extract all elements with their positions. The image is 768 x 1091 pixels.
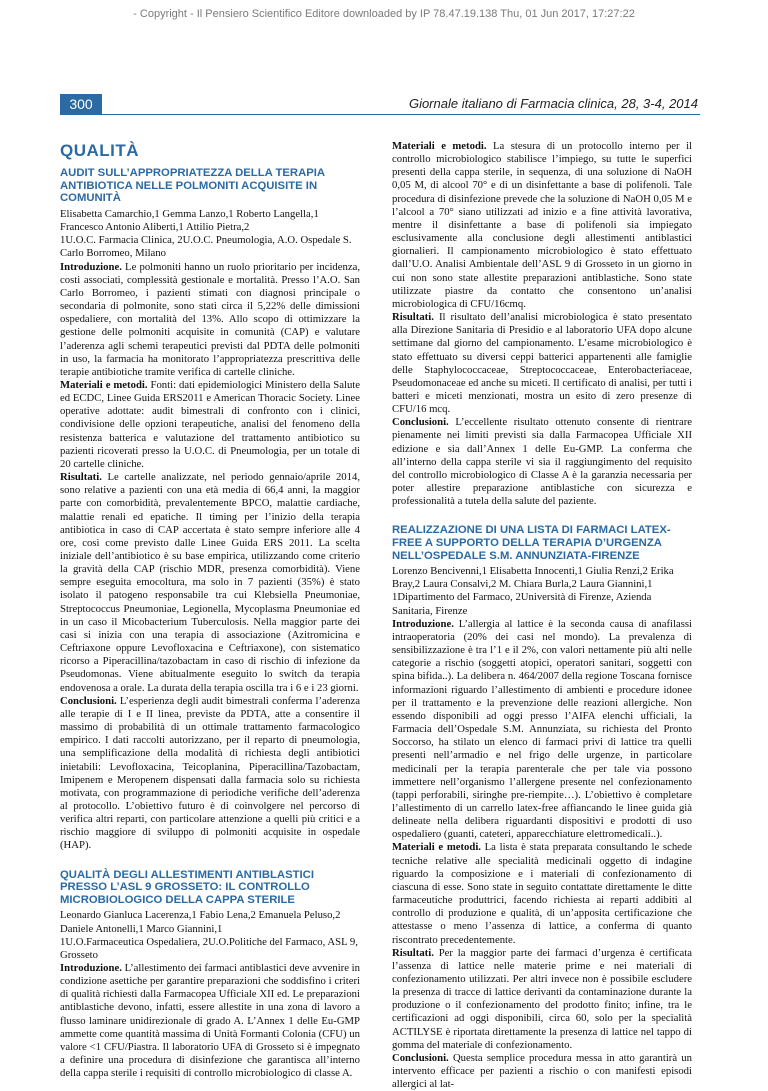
section-title: QUALITÀ bbox=[60, 141, 140, 160]
article-2 bbox=[60, 869, 360, 1081]
article-1-affiliations: 1U.O.C. Farmacia Clinica, 2U.O.C. Pneumologia, A.O. Ospedale S. Carlo Borromeo, Milano bbox=[60, 234, 352, 260]
article-3-title: REALIZZAZIONE DI UNA LISTA DI FARMACI LATEX-FREE A SUPPORTO DELLA TERAPIA D’URGENZA NELL’OSPEDALE S.M. ANNUNZIATA-FIRENZE bbox=[392, 524, 671, 562]
article-1-conclusions: Conclusioni. L’esperienza degli audit bimestrali conferma l’aderenza alle terapie di I e II linea, previste da PDTA, atte a consentire il massimo di probabilità di un ottimale trattamento farmacologico empirico. I dati raccolti autorizzano, per il reparto di pneumologia, una semplificazione della modalità di richiesta degli antibiotici inietabili: Levofloxacina, Teicoplanina, Piperacillina/Tazobactam, Imipenem e Meropenem dispensati dalla farmacia solo su richiesta motivata, con programmazione di periodiche verifiche dell’aderenza al protocollo. L’obiettivo futuro è di coinvolgere nel percorso di verifica altri reparti, con particolare attenzione a quelli più critici e a rischio maggiore di sviluppo di polmoniti acquisite in ospedale (HAP). bbox=[60, 694, 360, 852]
article-2-methods: Materiali e metodi. La stesura di un protocollo interno per il controllo microbiologico stabilisce l’impiego, su tutte le superfici presenti della cappa sterile, in sequenza, di una soluzione di NaOH 0,05 M, di alcool 70° e di un disinfettante a base di polifenoli. Tale procedura di disinfezione prevede che la soluzione di NaOH 0,05 M e l’alcool a 70° siano utilizzati ad inizio e a fine attività lavorativa, mentre il disinfettante a base di polifenoli sia impiegato esclusivamente alla conclusione degli allestimenti antiblastici giornalieri. Il campionamento microbiologico è stato effettuato dall’U.O. Analisi Ambientale dell’ASL 9 di Grosseto in un giorno in cui non sono state allestite preparazioni antiblastiche. Sono state utilizzate piastre da contatto che consentono un’analisi microbiologica di CFU/16cmq. bbox=[392, 140, 693, 310]
copyright-watermark: - Copyright - Il Pensiero Scientifico Editore downloaded by IP 78.47.19.138 Thu, 01 Jun 2017, 17:27:22 bbox=[133, 8, 635, 20]
article-3-methods: Materiali e metodi. La lista è stata preparata consultando le schede tecniche relative alle specialità medicinali oggetto di indagine riguardo la composizione e i materiali di confezionamento di ciascuna di esse. Sono state in seguito contattate direttamente le ditte farmaceutiche produttrici, facendo richiesta ai reparti addibiti al controllo di produzione e qualità, di un’apposita certificazione che attestasse o meno l’assenza di lattice, a conferma di quanto riscontrato precedentemente. bbox=[392, 841, 693, 946]
article-1-title: AUDIT SULL’APPROPRIATEZZA DELLA TERAPIA ANTIBIOTICA NELLE POLMONITI ACQUISITE IN COMUNITÀ bbox=[60, 167, 325, 205]
article-2-affiliations: 1U.O.Farmaceutica Ospedaliera, 2U.O.Politiche del Farmaco, ASL 9, Grosseto bbox=[60, 935, 358, 961]
article-2-authors: Leonardo Gianluca Lacerenza,1 Fabio Lena,2 Emanuela Peluso,2 Daniele Antonelli,1 Marco Giannini,1 bbox=[60, 909, 341, 935]
article-1 bbox=[60, 167, 360, 852]
article-3-authors: Lorenzo Bencivenni,1 Elisabetta Innocenti,1 Giulia Renzi,2 Erika Bray,2 Laura Consalvi,2 M. Chiara Burla,2 Laura Giannini,1 bbox=[392, 565, 674, 591]
article-3-results: Risultati. Per la maggior parte dei farmaci d’urgenza è certificata l’assenza di lattice nelle materie prime e nei materiali di confezionamento utilizzati. Per altri invece non è possibile escludere la presenza di tracce di lattice derivanti da contaminazione durante la produzione o il confezionamento del prodotto finito; infine, tra le certificazioni ad oggi disponibili, circa 60, solo per la specialità ACTILYSE è riportata direttamente la presenza di lattice nel tappo di gomma del materiale di confezionamento. bbox=[392, 946, 692, 1051]
article-3-affiliations: 1Dipartimento del Farmaco, 2Università di Firenze, Azienda Sanitaria, Firenze bbox=[392, 591, 652, 617]
article-2-introduction: Introduzione. L’allestimento dei farmaci antiblastici deve avvenire in condizione asettiche per garantire preparazioni che soddisfino i criteri di qualità richiesti dalla Farmacopea Ufficiale XII ed. Le preparazioni antiblastiche devono, infatti, essere allestite in una zona di lavoro a flusso laminare unidirezionale di grado A. L’Annex 1 delle Eu-GMP ammette come quantità massima di Unità Formanti Colonia (CFU) un valore <1 CFU/Piastra. Il laboratorio UFA di Grosseto si è impegnato a definire una procedura di disinfezione che garantisca all’interno della cappa sterile i requisiti di controllo microbiologico di classe A. bbox=[60, 962, 360, 1080]
left-column bbox=[60, 140, 360, 1080]
page-number: 300 bbox=[60, 94, 102, 114]
article-3-conclusions: Conclusioni. Questa semplice procedura messa in atto garantirà un intervento efficace per pazienti a rischio o con manifesti episodi allergici al lat- bbox=[392, 1051, 692, 1091]
article-1-results: Risultati. Le cartelle analizzate, nel periodo gennaio/aprile 2014, sono relative a pazienti con una età media di 66,4 anni, la maggior parte con comorbidità, prevalentemente BPCO, malattie cardiache, malattie renali ed epatiche. Il timing per l’inizio della terapia antibiotica in caso di CAP accertata è stato sempre inferiore alle 4 ore, così come previsto dalle Linee Guida ERS 2011. La scelta iniziale dell’antibiotico è su base empirica, utilizzando come criterio la gravità della CAP (rischio MDR, presenza comorbidità). Viene sempre eseguita emocoltura, ma solo in 7 pazienti (35%) è stato isolato il patogeno responsabile tra cui Klebsiella Pneumoniae, Streptococcus Pneumoniae, Legionella, Mycoplasma Pneumoniae ed in un caso il Micobacterium Tuberculosis. Nella maggior parte dei casi si inizia con una terapia di associazione (Azitromicina e Ceftriaxone oppure Levofloxacina e Ceftriaxone), con sistematico ricorso a Piperacillina/tazobactam in caso di rischio di infezione da Pseudomonas. Viene abitualmente eseguito lo switch da terapia endovenosa a orale. La durata della terapia oscilla tra i 6 e i 23 giorni. bbox=[60, 471, 360, 694]
article-2-results: Risultati. Il risultato dell’analisi microbiologica è stato presentato alla Direzione Sanitaria di Presidio e al laboratorio UFA dopo alcune settimane dal giorno del campionamento. L’esame microbiologico è stato effettuato su diversi ceppi batterici appartenenti alle famiglie delle Staphylococcaceae, Streptococcaceae, Enterobacteriaceae, Pseudomonaceae ed anche su miceti. Il certificato di analisi, per tutti i batteri e miceti menzionati, mostra un esito di zero presenze di CFU/16 mcq. bbox=[392, 311, 692, 416]
header-rule bbox=[60, 114, 700, 115]
right-column bbox=[392, 140, 692, 1091]
article-3-introduction: Introduzione. L’allergia al lattice è la seconda causa di anafilassi intraoperatoria (20% dei casi nel mondo). La prevalenza di sensibilizzazione è tra l’1 e il 2%, con valori nettamente più alti nelle categorie a rischio (soggetti atopici, operatori sanitari, soggetti con spina bifida..). La delibera n. 464/2007 della regione Toscana fornisce informazioni riguardo l’allestimento di ambienti e procedure idonee per il trattamento e la prevenzione delle reazioni allergiche. Non essendo disponibili ad oggi presso l’AIFA elenchi ufficiali, la Farmacia dell’Ospedale S.M. Annunziata, su richiesta del Pronto Soccorso, ha stilato un elenco di farmaci privi di lattice tra quelli presenti nell’armadio e nel frigo delle urgenze, in particolare medicinali per la terapia parenterale che per tale via possono immettere nell’organismo l’allergene presente nel confezionamento (tappi perforabili, siringhe pre-riempite…). L’obiettivo è completare l’allestimento di un carrello latex-free affiancando le linee guida già delineate nella delibera riguardanti dispositivi e prodotti di uso ospedaliero (guanti, cateteri, apparecchiature elettromedicali..). bbox=[392, 617, 693, 841]
article-3 bbox=[392, 524, 692, 1091]
article-1-methods: Materiali e metodi. Fonti: dati epidemiologici Ministero della Salute ed ECDC, Linee Guida ERS2011 e American Thoracic Society. Linee operative adottate: audit bimestrali di confronto con i clinici, condivisione delle opzioni terapeutiche, analisi del fenomeno della resistenza batterica e valutazione del trattamento antibiotico su pazienti ricoverati presso la U.O.C. di Pneumologia, per un totale di 20 cartelle cliniche. bbox=[60, 378, 361, 470]
running-head: Giornale italiano di Farmacia clinica, 28, 3-4, 2014 bbox=[408, 96, 698, 111]
article-1-authors: Elisabetta Camarchio,1 Gemma Lanzo,1 Roberto Langella,1 Francesco Antonio Aliberti,1 Attilio Pietra,2 bbox=[60, 207, 319, 234]
article-2-continued bbox=[392, 140, 692, 508]
article-2-title: QUALITÀ DEGLI ALLESTIMENTI ANTIBLASTICI PRESSO L’ASL 9 GROSSETO: IL CONTROLLO MICROBIOLOGICO DELLA CAPPA STERILE bbox=[60, 868, 314, 906]
article-2-conclusions: Conclusioni. L’eccellente risultato ottenuto consente di rientrare pienamente nei limiti previsti sia dalla Farmacopea Ufficiale XII edizione e sia dall’Annex 1 delle Eu-GMP. La conferma che all’interno della cappa sterile vi sia il raggiungimento del requisito del controllo microbiologico di Classe A è la garanzia necessaria per poter allestire preparazione antiblastiche con sicurezza e professionalità a tutela della salute del paziente. bbox=[392, 416, 692, 508]
article-1-introduction: Introduzione. Le polmoniti hanno un ruolo prioritario per incidenza, costi associati, complessità gestionale e mortalità. Presso l’A.O. San Carlo Borromeo, i pazienti stimati con diagnosi principale o secondaria di polmonite, sono stati circa il 5,22% delle dimissioni ospedaliere, con mortalità del 13%. Allo scopo di ottimizzare la gestione delle polmoniti acquisite in comunità (CAP) e valutare l’aderenza agli schemi terapeutici previsti dal PDTA delle polmoniti in uso, la farmacia ha monitorato l’appropriatezza prescrittiva delle terapie antibiotiche tramite verifica di cartelle cliniche. bbox=[60, 260, 361, 378]
